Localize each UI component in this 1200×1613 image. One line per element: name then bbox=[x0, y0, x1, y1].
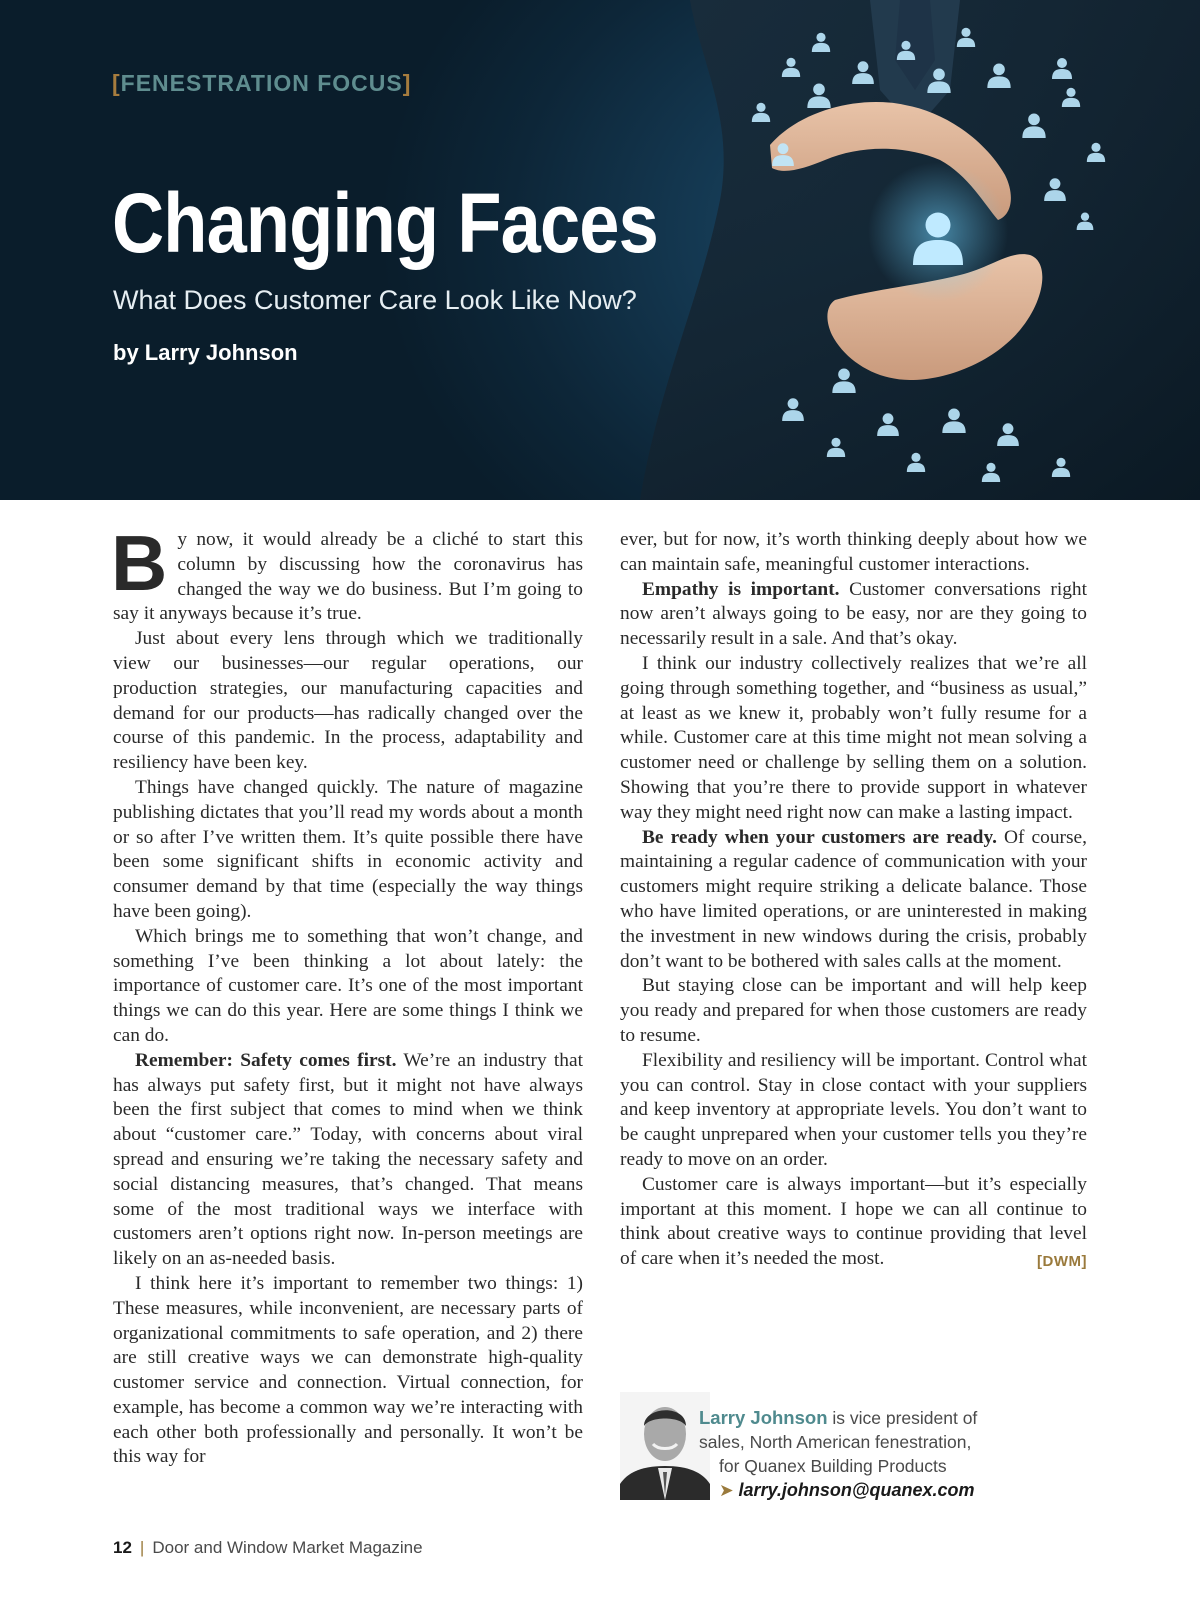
article-column-right bbox=[620, 528, 1087, 1275]
article-title: Changing Faces bbox=[112, 176, 658, 270]
article-paragraph: Which brings me to something that won’t change, and something I’ve been thinking a lot about lately: the importance of customer care. It’s one of the most important things we can do this year. Here are some things I think we can do. bbox=[113, 925, 583, 1046]
subhead-lead: Remember: Safety comes first. bbox=[135, 1049, 397, 1071]
article-paragraph: I think here it’s important to remember two things: 1) These measures, while inconvenient, are necessary parts of organizational commitments to safe operation, and 2) there are still creative ways we can demonstrate high-quality customer service and connection. Virtual connection, for example, has become a common way we’re interacting with each other both professionally and personally. It won’t be this way for bbox=[113, 1272, 583, 1468]
subhead-lead: Empathy is important. bbox=[642, 578, 840, 600]
author-text: Larry Johnson is vice president of sales, North American fenestration, for Quanex Building Products ➤ larry.johnson@quanex.com bbox=[699, 1407, 978, 1500]
article-paragraph: By now, it would already be a cliché to start this column by discussing how the coronavirus has changed the way we do business. But I’m going to say it anyways because it’s true. bbox=[111, 519, 583, 625]
article-paragraph: But staying close can be important and will help keep you ready and prepared for when those customers are ready to resume. bbox=[620, 975, 1087, 1046]
page-footer bbox=[113, 1538, 423, 1558]
article-paragraph: Empathy is important. Customer conversations right now aren’t always going to be easy, nor are they going to necessarily result in a sale. And that’s okay. bbox=[620, 578, 1087, 650]
article-paragraph: Just about every lens through which we traditionally view our businesses—our regular operations, our production strategies, our manufacturing capacities and demand for our products—has radically changed over the course of this pandemic. In the process, adaptability and resiliency have been key. bbox=[113, 628, 583, 774]
article-subtitle: What Does Customer Care Look Like Now? bbox=[113, 285, 637, 315]
footer-separator: | bbox=[139, 1538, 145, 1557]
article-paragraph: Remember: Safety comes first. We’re an industry that has always put safety first, but it might not have always been the first subject that comes to mind when we think about “customer care.” Today, with concerns about viral spread and ensuring we’re taking the necessary safety and social distancing measures, that’s changed. That means some of the most traditional ways we interface with customers aren’t options right now. In-person meetings are likely on an as-needed basis. bbox=[113, 1049, 583, 1270]
section-kicker: [FENESTRATION FOCUS] bbox=[112, 70, 412, 96]
author-portrait-icon bbox=[620, 1392, 710, 1500]
author-photo bbox=[620, 1392, 710, 1500]
hero-banner bbox=[0, 0, 1200, 500]
author-name: Larry Johnson bbox=[699, 1407, 828, 1428]
article-paragraph: Customer care is always important—but it’s especially important at this moment. I hope we can all continue to think about creative ways to continue providing that level of care when it’s needed the most. [DWM] bbox=[620, 1173, 1087, 1272]
article-paragraph: Things have changed quickly. The nature of magazine publishing dictates that you’ll read my words about a month or so after I’ve written them. It’s quite possible there have been some significant shifts in economic activity and consumer demand by that time (especially the way things have been going). bbox=[113, 776, 583, 922]
arrow-icon: ➤ bbox=[719, 1480, 734, 1500]
subhead-lead: Be ready when your customers are ready. bbox=[642, 826, 997, 848]
article-paragraph: I think our industry collectively realizes that we’re all going through something together, and “business as usual,” at least as we knew it, probably won’t fully resume for a while. Customer care at this time might not mean solving a customer need or challenge by selling them on a solution. Showing that you’re there to provide support in whatever way they might need right now can make a lasting impact. bbox=[620, 652, 1087, 823]
article-column-left bbox=[111, 519, 583, 1470]
drop-cap: B bbox=[111, 519, 168, 607]
author-bio bbox=[620, 1392, 1090, 1502]
article-paragraph: Be ready when your customers are ready. Of course, maintaining a regular cadence of communication with your customers might require striking a delicate balance. Those who have limited operations, or are uninterested in making the investment in new windows during the crisis, probably don’t want to be bothered with sales calls at the moment. bbox=[620, 826, 1087, 972]
page-number: 12 bbox=[113, 1538, 132, 1557]
article-paragraph: Flexibility and resiliency will be important. Control what you can control. Stay in close contact with your suppliers and keep inventory at appropriate levels. You don’t want to be caught unprepared when your customer tells you they’re ready to move on an order. bbox=[620, 1049, 1087, 1170]
author-email-link[interactable]: larry.johnson@quanex.com bbox=[738, 1480, 975, 1500]
publication-name: Door and Window Market Magazine bbox=[152, 1538, 423, 1557]
article-paragraph: ever, but for now, it’s worth thinking deeply about how we can maintain safe, meaningful customer interactions. bbox=[620, 529, 1087, 575]
end-mark: [DWM] bbox=[1037, 1253, 1087, 1271]
article-byline: by Larry Johnson bbox=[113, 340, 298, 365]
